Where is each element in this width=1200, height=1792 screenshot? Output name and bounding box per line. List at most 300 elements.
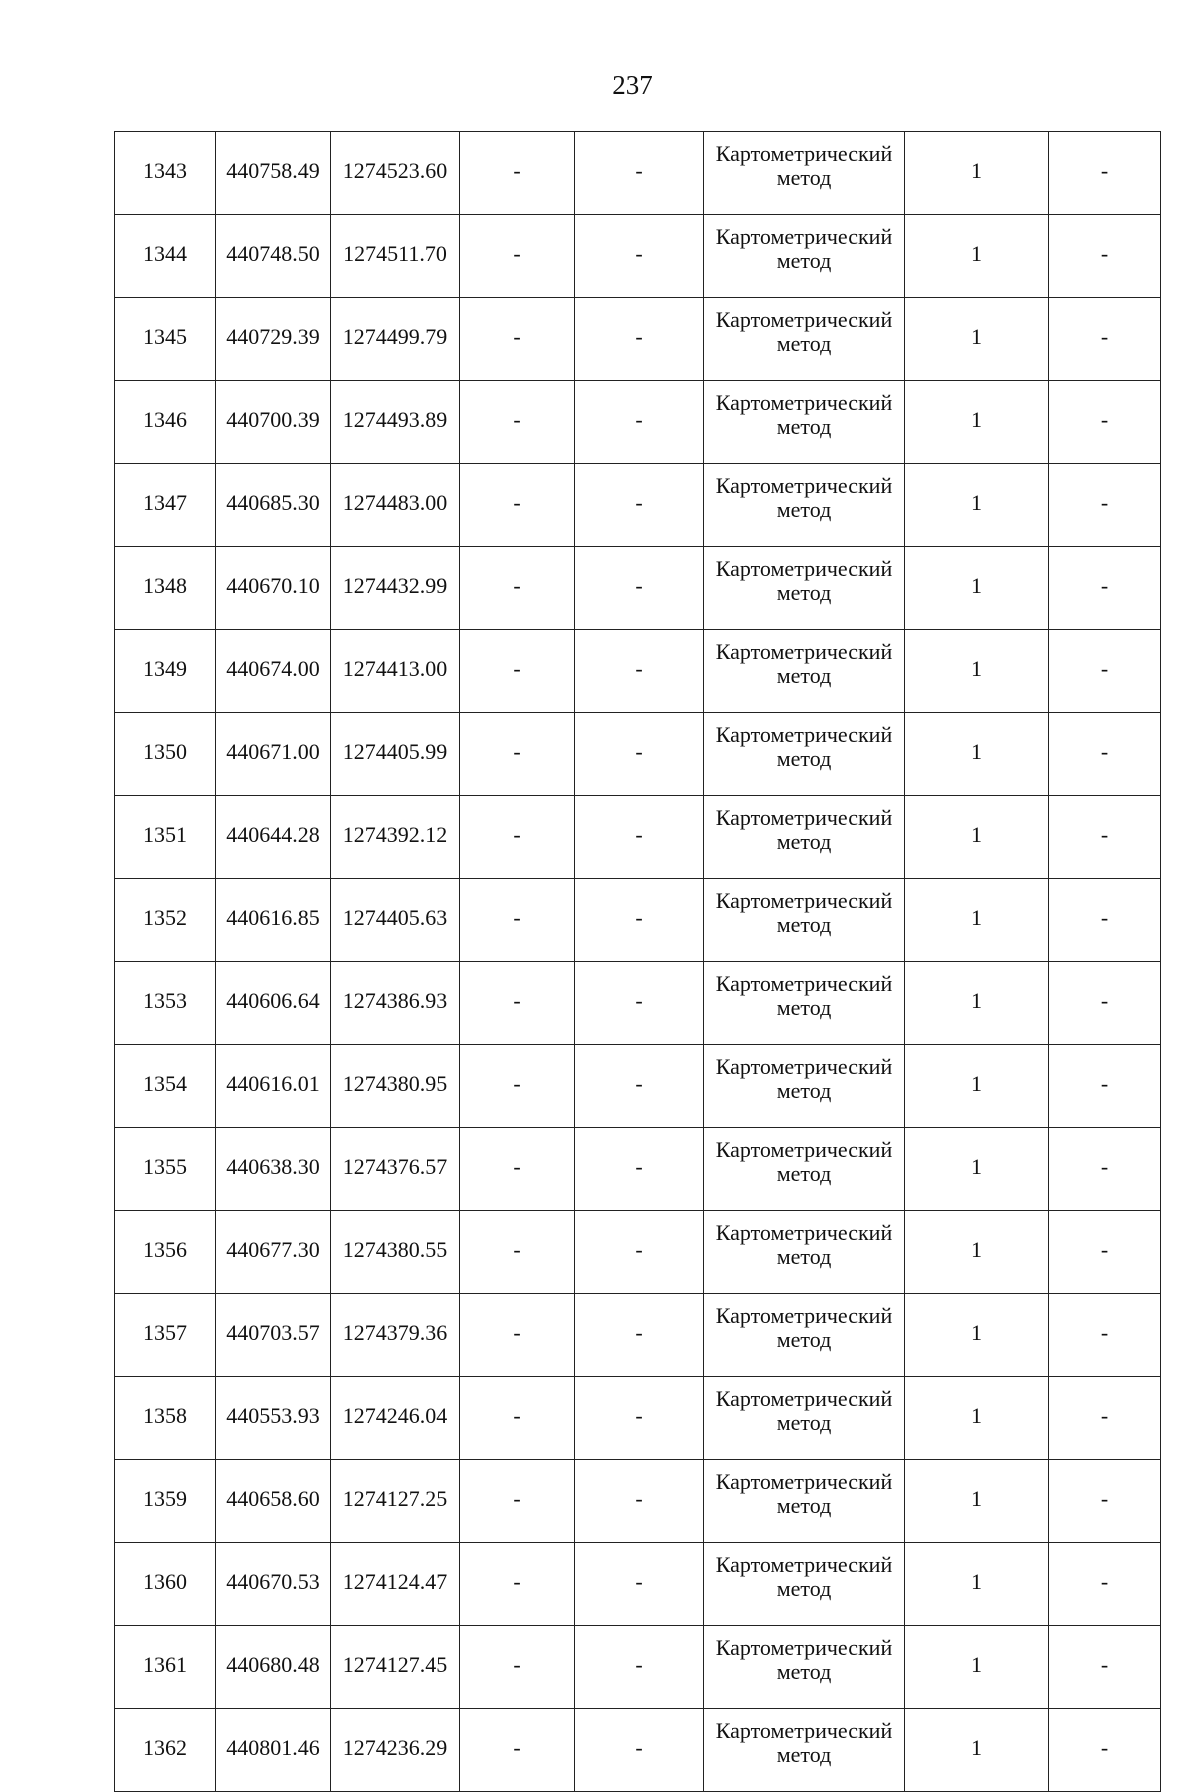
id-text: 1349 [143,656,187,681]
column-8-cell [1049,1626,1161,1709]
c4-text: - [513,1403,521,1428]
point-number-cell [115,713,216,796]
c4-text: - [513,656,521,681]
method-cell [704,1377,905,1460]
accuracy-text: 1 [971,490,982,515]
method-text: Картометрический метод [715,971,893,1020]
method-cell [704,1045,905,1128]
table-row [115,1543,1161,1626]
c8-text: - [1100,1071,1109,1096]
c4-text: - [513,1486,521,1511]
point-number-cell [115,1377,216,1460]
column-5-cell [575,962,704,1045]
method-cell [704,1626,905,1709]
x-text: 440616.01 [226,1071,320,1096]
column-4-cell [460,713,575,796]
point-number-cell [115,1626,216,1709]
y-text: 1274413.00 [342,656,448,681]
method-text: Картометрический метод [715,1137,893,1186]
method-text: Картометрический метод [715,805,893,854]
accuracy-text: 1 [971,241,982,266]
y-coordinate-cell [331,1709,460,1792]
x-coordinate-cell [216,215,331,298]
c8-text: - [1100,1569,1109,1594]
method-text: Картометрический метод [715,556,893,605]
column-5-cell [575,1294,704,1377]
id-text: 1354 [143,1071,187,1096]
c5-text: - [635,324,643,349]
y-coordinate-cell [331,1128,460,1211]
accuracy-text: 1 [971,905,982,930]
y-text: 1274236.29 [342,1735,448,1760]
method-text: Картометрический метод [715,1718,893,1767]
c4-text: - [513,490,521,515]
method-cell [704,1211,905,1294]
accuracy-text: 1 [971,1320,982,1345]
method-cell [704,132,905,215]
accuracy-text: 1 [971,1569,982,1594]
id-text: 1351 [143,822,187,847]
x-coordinate-cell [216,1045,331,1128]
method-cell [704,1460,905,1543]
id-text: 1352 [143,905,187,930]
c8-text: - [1100,241,1109,266]
accuracy-text: 1 [971,1486,982,1511]
y-text: 1274493.89 [342,407,448,432]
method-text: Картометрический метод [715,1220,893,1269]
method-text: Картометрический метод [715,1469,893,1518]
point-number-cell [115,1045,216,1128]
column-8-cell [1049,298,1161,381]
id-text: 1346 [143,407,187,432]
column-5-cell [575,1128,704,1211]
c4-text: - [513,739,521,764]
id-text: 1361 [143,1652,187,1677]
column-4-cell [460,1460,575,1543]
column-5-cell [575,1460,704,1543]
c8-text: - [1100,656,1109,681]
accuracy-cell [905,132,1049,215]
x-text: 440658.60 [226,1486,320,1511]
x-text: 440638.30 [226,1154,320,1179]
column-5-cell [575,381,704,464]
column-5-cell [575,1709,704,1792]
y-coordinate-cell [331,796,460,879]
y-coordinate-cell [331,1460,460,1543]
table-row [115,1460,1161,1543]
column-8-cell [1049,1377,1161,1460]
c5-text: - [635,1403,643,1428]
c4-text: - [513,988,521,1013]
method-text: Картометрический метод [715,1303,893,1352]
c5-text: - [635,158,643,183]
table-row [115,630,1161,713]
method-cell [704,547,905,630]
x-text: 440674.00 [226,656,320,681]
method-text: Картометрический метод [715,141,893,190]
table-row [115,132,1161,215]
column-5-cell [575,1045,704,1128]
column-4-cell [460,1709,575,1792]
x-text: 440677.30 [226,1237,320,1262]
accuracy-text: 1 [971,1403,982,1428]
method-cell [704,796,905,879]
y-text: 1274379.36 [342,1320,448,1345]
table-row [115,1377,1161,1460]
x-coordinate-cell [216,381,331,464]
column-8-cell [1049,381,1161,464]
column-4-cell [460,1543,575,1626]
point-number-cell [115,1294,216,1377]
column-4-cell [460,1211,575,1294]
c4-text: - [513,324,521,349]
table-row [115,464,1161,547]
method-text: Картометрический метод [715,1552,893,1601]
column-5-cell [575,298,704,381]
method-cell [704,464,905,547]
y-coordinate-cell [331,713,460,796]
x-coordinate-cell [216,547,331,630]
column-4-cell [460,1626,575,1709]
accuracy-text: 1 [971,988,982,1013]
c5-text: - [635,1320,643,1345]
id-text: 1360 [143,1569,187,1594]
table-row [115,1709,1161,1792]
accuracy-cell [905,1543,1049,1626]
column-5-cell [575,215,704,298]
id-text: 1343 [143,158,187,183]
x-text: 440670.10 [226,573,320,598]
c8-text: - [1100,573,1109,598]
x-coordinate-cell [216,713,331,796]
c4-text: - [513,573,521,598]
x-coordinate-cell [216,132,331,215]
c4-text: - [513,1071,521,1096]
x-coordinate-cell [216,1128,331,1211]
x-text: 440801.46 [226,1735,320,1760]
id-text: 1362 [143,1735,187,1760]
accuracy-cell [905,962,1049,1045]
accuracy-cell [905,464,1049,547]
accuracy-cell [905,1460,1049,1543]
accuracy-cell [905,298,1049,381]
column-5-cell [575,1377,704,1460]
c5-text: - [635,241,643,266]
column-8-cell [1049,1045,1161,1128]
column-8-cell [1049,630,1161,713]
column-4-cell [460,1294,575,1377]
accuracy-text: 1 [971,158,982,183]
id-text: 1357 [143,1320,187,1345]
column-8-cell [1049,1460,1161,1543]
table-row [115,1128,1161,1211]
method-text: Картометрический метод [715,722,893,771]
c4-text: - [513,407,521,432]
accuracy-cell [905,1626,1049,1709]
x-text: 440670.53 [226,1569,320,1594]
column-5-cell [575,1211,704,1294]
y-text: 1274246.04 [342,1403,448,1428]
accuracy-cell [905,1709,1049,1792]
column-5-cell [575,879,704,962]
column-8-cell [1049,547,1161,630]
x-coordinate-cell [216,1460,331,1543]
c5-text: - [635,822,643,847]
c8-text: - [1100,1154,1109,1179]
point-number-cell [115,1211,216,1294]
accuracy-text: 1 [971,822,982,847]
x-coordinate-cell [216,796,331,879]
column-4-cell [460,215,575,298]
column-5-cell [575,1626,704,1709]
column-8-cell [1049,962,1161,1045]
table-row [115,1294,1161,1377]
x-text: 440606.64 [226,988,320,1013]
c8-text: - [1100,490,1109,515]
x-coordinate-cell [216,1377,331,1460]
y-text: 1274376.57 [342,1154,448,1179]
method-text: Картометрический метод [715,1635,893,1684]
y-coordinate-cell [331,547,460,630]
y-coordinate-cell [331,464,460,547]
x-coordinate-cell [216,1543,331,1626]
x-text: 440671.00 [226,739,320,764]
c5-text: - [635,1071,643,1096]
column-8-cell [1049,464,1161,547]
id-text: 1348 [143,573,187,598]
c5-text: - [635,1652,643,1677]
x-coordinate-cell [216,298,331,381]
accuracy-cell [905,713,1049,796]
id-text: 1355 [143,1154,187,1179]
accuracy-text: 1 [971,1071,982,1096]
point-number-cell [115,879,216,962]
c8-text: - [1100,324,1109,349]
c8-text: - [1100,1735,1109,1760]
y-text: 1274432.99 [342,573,448,598]
c4-text: - [513,1237,521,1262]
column-4-cell [460,879,575,962]
method-text: Картометрический метод [715,390,893,439]
method-cell [704,298,905,381]
y-text: 1274127.25 [342,1486,448,1511]
column-8-cell [1049,879,1161,962]
point-number-cell [115,215,216,298]
y-coordinate-cell [331,1543,460,1626]
x-text: 440680.48 [226,1652,320,1677]
column-8-cell [1049,1211,1161,1294]
id-text: 1350 [143,739,187,764]
column-5-cell [575,713,704,796]
x-text: 440703.57 [226,1320,320,1345]
y-coordinate-cell [331,1377,460,1460]
y-coordinate-cell [331,879,460,962]
method-cell [704,1543,905,1626]
x-text: 440748.50 [226,241,320,266]
y-coordinate-cell [331,962,460,1045]
c8-text: - [1100,1652,1109,1677]
method-text: Картометрический метод [715,888,893,937]
x-coordinate-cell [216,879,331,962]
x-text: 440729.39 [226,324,320,349]
method-cell [704,879,905,962]
page-number: 237 [612,70,653,100]
c8-text: - [1100,1237,1109,1262]
c8-text: - [1100,158,1109,183]
point-number-cell [115,1709,216,1792]
column-4-cell [460,132,575,215]
x-text: 440700.39 [226,407,320,432]
method-cell [704,630,905,713]
y-text: 1274523.60 [342,158,448,183]
table-row [115,1626,1161,1709]
accuracy-cell [905,879,1049,962]
table-row [115,215,1161,298]
method-cell [704,962,905,1045]
c5-text: - [635,490,643,515]
y-coordinate-cell [331,381,460,464]
column-4-cell [460,547,575,630]
column-4-cell [460,1045,575,1128]
table-row [115,381,1161,464]
column-5-cell [575,132,704,215]
y-text: 1274499.79 [342,324,448,349]
y-text: 1274380.95 [342,1071,448,1096]
c4-text: - [513,1735,521,1760]
column-8-cell [1049,215,1161,298]
x-coordinate-cell [216,1294,331,1377]
method-text: Картометрический метод [715,473,893,522]
column-8-cell [1049,1709,1161,1792]
c8-text: - [1100,1486,1109,1511]
accuracy-cell [905,547,1049,630]
y-coordinate-cell [331,1045,460,1128]
x-text: 440616.85 [226,905,320,930]
c4-text: - [513,905,521,930]
column-5-cell [575,796,704,879]
y-coordinate-cell [331,1211,460,1294]
accuracy-cell [905,381,1049,464]
method-cell [704,1709,905,1792]
point-number-cell [115,132,216,215]
c4-text: - [513,158,521,183]
c4-text: - [513,1320,521,1345]
accuracy-text: 1 [971,407,982,432]
table-row [115,796,1161,879]
c4-text: - [513,241,521,266]
method-text: Картометрический метод [715,307,893,356]
id-text: 1359 [143,1486,187,1511]
point-number-cell [115,1460,216,1543]
column-4-cell [460,962,575,1045]
x-text: 440644.28 [226,822,320,847]
id-text: 1344 [143,241,187,266]
accuracy-cell [905,1211,1049,1294]
x-coordinate-cell [216,1709,331,1792]
c8-text: - [1100,1403,1109,1428]
y-coordinate-cell [331,630,460,713]
accuracy-text: 1 [971,739,982,764]
id-text: 1347 [143,490,187,515]
c5-text: - [635,1154,643,1179]
c5-text: - [635,407,643,432]
x-coordinate-cell [216,464,331,547]
y-coordinate-cell [331,1626,460,1709]
column-8-cell [1049,132,1161,215]
x-coordinate-cell [216,630,331,713]
point-number-cell [115,381,216,464]
column-4-cell [460,298,575,381]
accuracy-text: 1 [971,656,982,681]
method-cell [704,215,905,298]
id-text: 1353 [143,988,187,1013]
table-row [115,1045,1161,1128]
c8-text: - [1100,905,1109,930]
point-number-cell [115,630,216,713]
column-8-cell [1049,796,1161,879]
c5-text: - [635,1237,643,1262]
column-8-cell [1049,1543,1161,1626]
column-4-cell [460,464,575,547]
y-text: 1274511.70 [343,241,447,266]
method-cell [704,381,905,464]
accuracy-cell [905,1294,1049,1377]
c5-text: - [635,1735,643,1760]
column-8-cell [1049,1294,1161,1377]
point-number-cell [115,1543,216,1626]
coordinates-table [114,131,1161,1792]
c8-text: - [1100,407,1109,432]
x-text: 440758.49 [226,158,320,183]
table-row [115,962,1161,1045]
column-8-cell [1049,713,1161,796]
c8-text: - [1100,1320,1109,1345]
point-number-cell [115,962,216,1045]
column-5-cell [575,1543,704,1626]
method-cell [704,1128,905,1211]
table-row [115,1211,1161,1294]
column-8-cell [1049,1128,1161,1211]
c8-text: - [1100,739,1109,764]
accuracy-text: 1 [971,1154,982,1179]
y-coordinate-cell [331,298,460,381]
c5-text: - [635,1486,643,1511]
c5-text: - [635,1569,643,1594]
c4-text: - [513,1154,521,1179]
accuracy-cell [905,215,1049,298]
x-text: 440553.93 [226,1403,320,1428]
x-coordinate-cell [216,962,331,1045]
column-5-cell [575,630,704,713]
y-coordinate-cell [331,1294,460,1377]
c4-text: - [513,1569,521,1594]
y-text: 1274405.63 [342,905,448,930]
method-text: Картометрический метод [715,1054,893,1103]
column-4-cell [460,796,575,879]
y-text: 1274405.99 [342,739,448,764]
y-text: 1274127.45 [342,1652,448,1677]
y-text: 1274392.12 [342,822,448,847]
y-coordinate-cell [331,215,460,298]
method-text: Картометрический метод [715,639,893,688]
c8-text: - [1100,822,1109,847]
column-4-cell [460,1128,575,1211]
table-row [115,298,1161,381]
x-coordinate-cell [216,1626,331,1709]
table-row [115,713,1161,796]
id-text: 1358 [143,1403,187,1428]
x-text: 440685.30 [226,490,320,515]
